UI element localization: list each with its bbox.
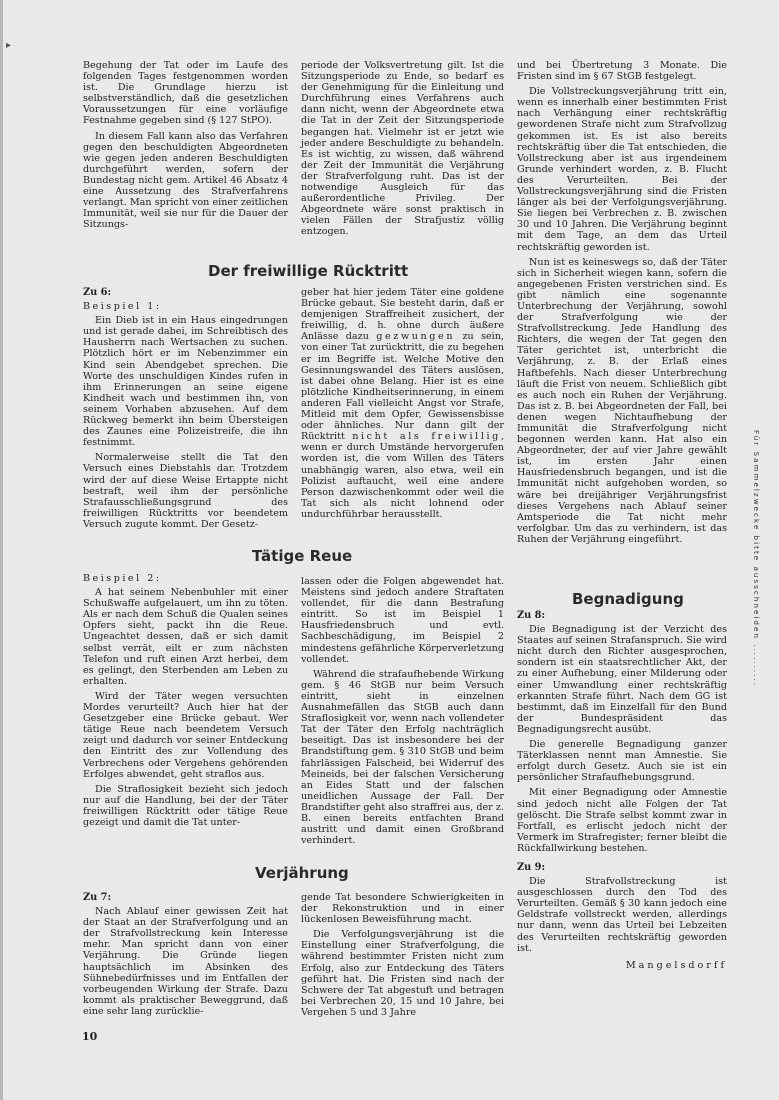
taetige-reue-column-1 (83, 573, 288, 832)
column-1-top (83, 60, 288, 234)
paragraph: Nun ist es keineswegs so, daß der Täter sich in Sicherheit wiegen kann, sofern die angegebenen Fristen verstrichen sind. Es gibt nämlich eine sogenannte Unterbrechung der Verjährung, sowohl der Strafverfolgung wie der Strafvollstreckung. Jede Handlung des Richters, die wegen der Tat gegen den Täter gerichtet ist, unterbricht die Verjährung, z. B. der Erlaß eines Haftbefehls. Nach dieser Unterbrechung läuft die Frist von neuem. Schließlich gibt es auch noch ein Ruhen der Verjährung. Das ist z. B. bei Abgeordneten der Fall, bei denen wegen Nichtaufhebung der Immunität die Strafverfolgung nicht begonnen werden kann. Hat also ein Abgeordneter, der auf vier Jahre gewählt ist, im ersten Jahr einen Hausfriedensbruch begangen, und ist die Immunität nicht aufgehoben worden, so wäre bei dreijähriger Verjährungsfrist dieses Vergehens nach Ablauf seiner Amtsperiode die Tat nicht mehr verfolgbar. Um das zu verhindern, ist das Ruhen der Verjährung eingeführt. (517, 256, 727, 545)
paragraph: und bei Übertretung 3 Monate. Die Fristen sind im § 67 StGB festgelegt. (517, 60, 727, 83)
paragraph: Die Vollstreckungsverjährung tritt ein, wenn es innerhalb einer bestimmten Frist nach Verhängung einer rechtskräftig gewordenen Strafe nicht zum Strafvollzug gekommen ist. Es ist also bereits rechtskräftig über die Tat entschieden, die Vollstreckung aber ist aus irgendeinem Grunde verhindert worden, z. B. Flucht des Verurteilten. Bei der Vollstreckungsverjährung sind die Fristen länger als bei der Verfolgungsverjährung. Sie liegen bei Verbrechen z. B. zwischen 30 und 10 Jahren. Die Verjährung beginnt mit dem Tage, an dem das Urteil rechtskräftig geworden ist. (517, 86, 727, 253)
section-heading-ruecktritt: Der freiwillige Rücktritt (208, 262, 409, 280)
paragraph: gende Tat besondere Schwierigkeiten in der Rekonstruktion und in einer lückenlosen Beweisführung macht. (301, 892, 504, 926)
paragraph: Die Straflosigkeit bezieht sich jedoch nur auf die Handlung, bei der der Täter freiwilligen Rücktritt oder tätige Reue gezeigt und damit die Tat unter- (83, 783, 288, 828)
margin-mark: ▸ (6, 40, 12, 51)
paragraph: Die Begnadigung ist der Verzicht des Staates auf seinen Strafanspruch. Sie wird nicht durch den Richter ausgesprochen, sondern ist ein staatsrechtlicher Akt, der zu einer Aufhebung, einer Milderung oder einer Umwandlung einer rechtskräftig erkannten Strafe führt. Nach dem GG ist bestimmt, daß im Einzelfall für den Bund der Bundespräsident das Begnadigungsrecht ausübt. (517, 624, 727, 735)
example-label: Beispiel 2: (83, 573, 162, 584)
paragraph: lassen oder die Folgen abgewendet hat. Meistens sind jedoch andere Straftaten vollendet, für die dann Bestrafung eintritt. So ist im Beispiel 1 Hausfriedensbruch und evtl. Sachbeschädigung, im Beispiel 2 mindestens gefährliche Körperverletzung vollendet. (301, 576, 504, 665)
verjaehrung-column-2 (301, 892, 504, 1022)
section-label: Zu 7: (83, 892, 112, 903)
begnadigung-column (517, 610, 727, 971)
text-run: zu sein, von einer Tat zurücktritt, die zu begehen er im Begriffe ist. Welche Motive den Gesinnungswandel des Täters auslösen, ist dabei ohne Belang. Hier ist es eine plötzliche Kindheitserinnerung, in einem anderen Fall vielleicht Angst vor Strafe, Mitleid mit dem Opfer, Gewissensbisse oder ähnliches. Nur dann gilt der Rücktritt (301, 331, 504, 443)
text-run: geber hat hier jedem Täter eine goldene Brücke gebaut. Sie besteht darin, daß er demjenigen Straffreiheit zusichert, der freiwillig, d. h. ohne durch äußere Anlässe dazu (301, 287, 504, 343)
page-number: 10 (82, 1030, 98, 1043)
section-heading-begnadigung: Begnadigung (572, 590, 684, 608)
verjaehrung-column-1 (83, 892, 288, 1021)
paragraph: periode der Volksvertretung gilt. Ist die Sitzungsperiode zu Ende, so bedarf es der Genehmigung für die Einleitung und Durchführung eines Verfahrens auch dann nicht, wenn der Abgeordnete etwa die Tat in der Zeit der Sitzungsperiode begangen hat. Vielmehr ist er jetzt wie jeder andere Beschuldigte zu behandeln. Es ist wichtig, zu wissen, daß während der Zeit der Immunität die Verjährung der Strafverfolgung ruht. Das ist der notwendige Ausgleich für das außerordentliche Privileg. Der Abgeordnete wäre sonst praktisch in vielen Fällen der Strafjustiz völlig entzogen. (301, 60, 504, 238)
author-signature: Mangelsdorff (625, 959, 727, 971)
column-3-top (517, 60, 727, 549)
section-heading-taetige-reue: Tätige Reue (252, 547, 353, 565)
section-heading-verjaehrung: Verjährung (255, 864, 349, 882)
ruecktritt-column-2 (301, 287, 504, 524)
section-label: Zu 9: (517, 861, 546, 873)
emphasis: nicht als freiwillig (352, 431, 501, 443)
cut-out-note: Für Sammelzwecke bitte ausschneiden .......... (752, 430, 761, 688)
paragraph: Begehung der Tat oder im Laufe des folgenden Tages festgenommen worden ist. Die Grundlage hierzu ist selbstverständlich, daß die gesetzlichen Voraussetzungen für eine vorläufige Festnahme gegeben sind (§ 127 StPO). (83, 60, 288, 127)
example-label: Beispiel 1: (83, 301, 162, 313)
paragraph: Normalerweise stellt die Tat den Versuch eines Diebstahls dar. Trotzdem wird der auf diese Weise Ertappte nicht bestraft, weil ihm der persönliche Strafausschließungsgrund des freiwilligen Rücktritts vor beendetem Versuch zugute kommt. Der Gesetz- (83, 452, 288, 530)
paragraph: Die Strafvollstreckung ist ausgeschlossen durch den Tod des Verurteilten. Gemäß § 30 kann jedoch eine Geldstrafe vollstreckt werden, allerdings nur dann, wenn das Urteil bei Lebzeiten des Verurteilten rechtskräftig geworden ist. (517, 876, 727, 954)
paragraph: Wird der Täter wegen versuchten Mordes verurteilt? Auch hier hat der Gesetzgeber eine Brücke gebaut. Wer tätige Reue nach beendetem Versuch zeigt und dadurch vor seiner Entdeckung den Eintritt des zur Vollendung des Verbrechens oder Vergehens gehörenden Erfolges abwendet, geht straflos aus. (83, 690, 288, 780)
section-label: Zu 8: (517, 610, 546, 621)
paragraph: A hat seinem Nebenbuhler mit einer Schußwaffe aufgelauert, um ihn zu töten. Als er nach dem Schuß die Qualen seines Opfers sieht, packt ihn die Reue. Ungeachtet dessen, daß er sich damit selbst verrät, eilt er zum nächsten Telefon und ruft einen Arzt herbei, dem es gelingt, den Sterbenden am Leben zu erhalten. (83, 587, 288, 687)
text-run: , wenn er durch Umstände hervorgerufen worden ist, die vom Willen des Täters unabhängig waren, also etwa, weil ein Polizist auftaucht, weil eine andere Person dazwischenkommt oder weil die Tat sich als nicht lohnend oder undurchführbar herausstellt. (301, 431, 504, 520)
paragraph: Die Verfolgungsverjährung ist die Einstellung einer Strafverfolgung, die während bestimmter Fristen nicht zum Erfolg, also zur Entdeckung des Täters geführt hat. Die Fristen sind nach der Schwere der Tat abgestuft und betragen bei Verbrechen 20, 15 und 10 Jahre, bei Vergehen 5 und 3 Jahre (301, 929, 504, 1018)
paragraph: In diesem Fall kann also das Verfahren gegen den beschuldigten Abgeordneten wie gegen jeden anderen Beschuldigten durchgeführt werden, sofern der Bundestag nicht gem. Artikel 46 Absatz 4 eine Aussetzung des Strafverfahrens verlangt. Man spricht von einer zeitlichen Immunität, weil sie nur für die Dauer der Sitzungs- (83, 130, 288, 231)
paragraph: Mit einer Begnadigung oder Amnestie sind jedoch nicht alle Folgen der Tat gelöscht. Die Strafe selbst kommt zwar in Fortfall, es erlischt jedoch nicht der Vermerk im Strafregister; ferner bleibt die Rückfallwirkung bestehen. (517, 787, 727, 854)
paragraph: Nach Ablauf einer gewissen Zeit hat der Staat an der Strafverfolgung und an der Strafvollstreckung kein Interesse mehr. Man spricht dann von einer Verjährung. Die Gründe liegen hauptsächlich im Absinken des Sühnebedürfnisses und im Entfallen der vorbeugenden Wirkung der Strafe. Dazu kommt als praktischer Beweggrund, daß eine sehr lang zurücklie- (83, 906, 288, 1017)
column-2-top (301, 60, 504, 242)
paragraph (301, 287, 504, 520)
taetige-reue-column-2 (301, 576, 504, 850)
paragraph: Die generelle Begnadigung ganzer Täterklassen nennt man Amnestie. Sie erfolgt durch Gesetz. Auch sie ist ein persönlicher Strafaufhebungsgrund. (517, 739, 727, 784)
emphasis: gezwungen (376, 331, 456, 343)
page-edge (0, 0, 3, 1100)
paragraph: Während die strafaufhebende Wirkung gem. § 46 StGB nur beim Versuch eintritt, sieht in einzelnen Ausnahmefällen das StGB auch dann Straflosigkeit vor, wenn nach vollendeter Tat der Täter den Erfolg nachträglich beseitigt. Das ist insbesondere bei der Brandstiftung gem. § 310 StGB und beim fahrlässigen Falscheid, bei Widerruf des Meineids, bei der falschen Versicherung an Eides Statt und der falschen uneidlichen Aussage der Fall. Der Brandstifter geht also straffrei aus, der z. B. einen bereits entfachten Brand austritt und damit einen Großbrand verhindert. (301, 668, 504, 847)
ruecktritt-column-1 (83, 287, 288, 534)
section-label: Zu 6: (83, 287, 112, 298)
paragraph: Ein Dieb ist in ein Haus eingedrungen und ist gerade dabei, im Schreibtisch des Hausherrn nach Wertsachen zu suchen. Plötzlich hört er im Nebenzimmer ein Kind sein Abendgebet sprechen. Die Worte des unschuldigen Kindes rufen in ihm Erinnerungen an seine eigene Kindheit wach und bestimmen ihn, von seinem Vorhaben abzusehen. Auf dem Rückweg bemerkt ihn beim Übersteigen des Zaunes eine Polizeistreife, die ihn festnimmt. (83, 315, 288, 449)
